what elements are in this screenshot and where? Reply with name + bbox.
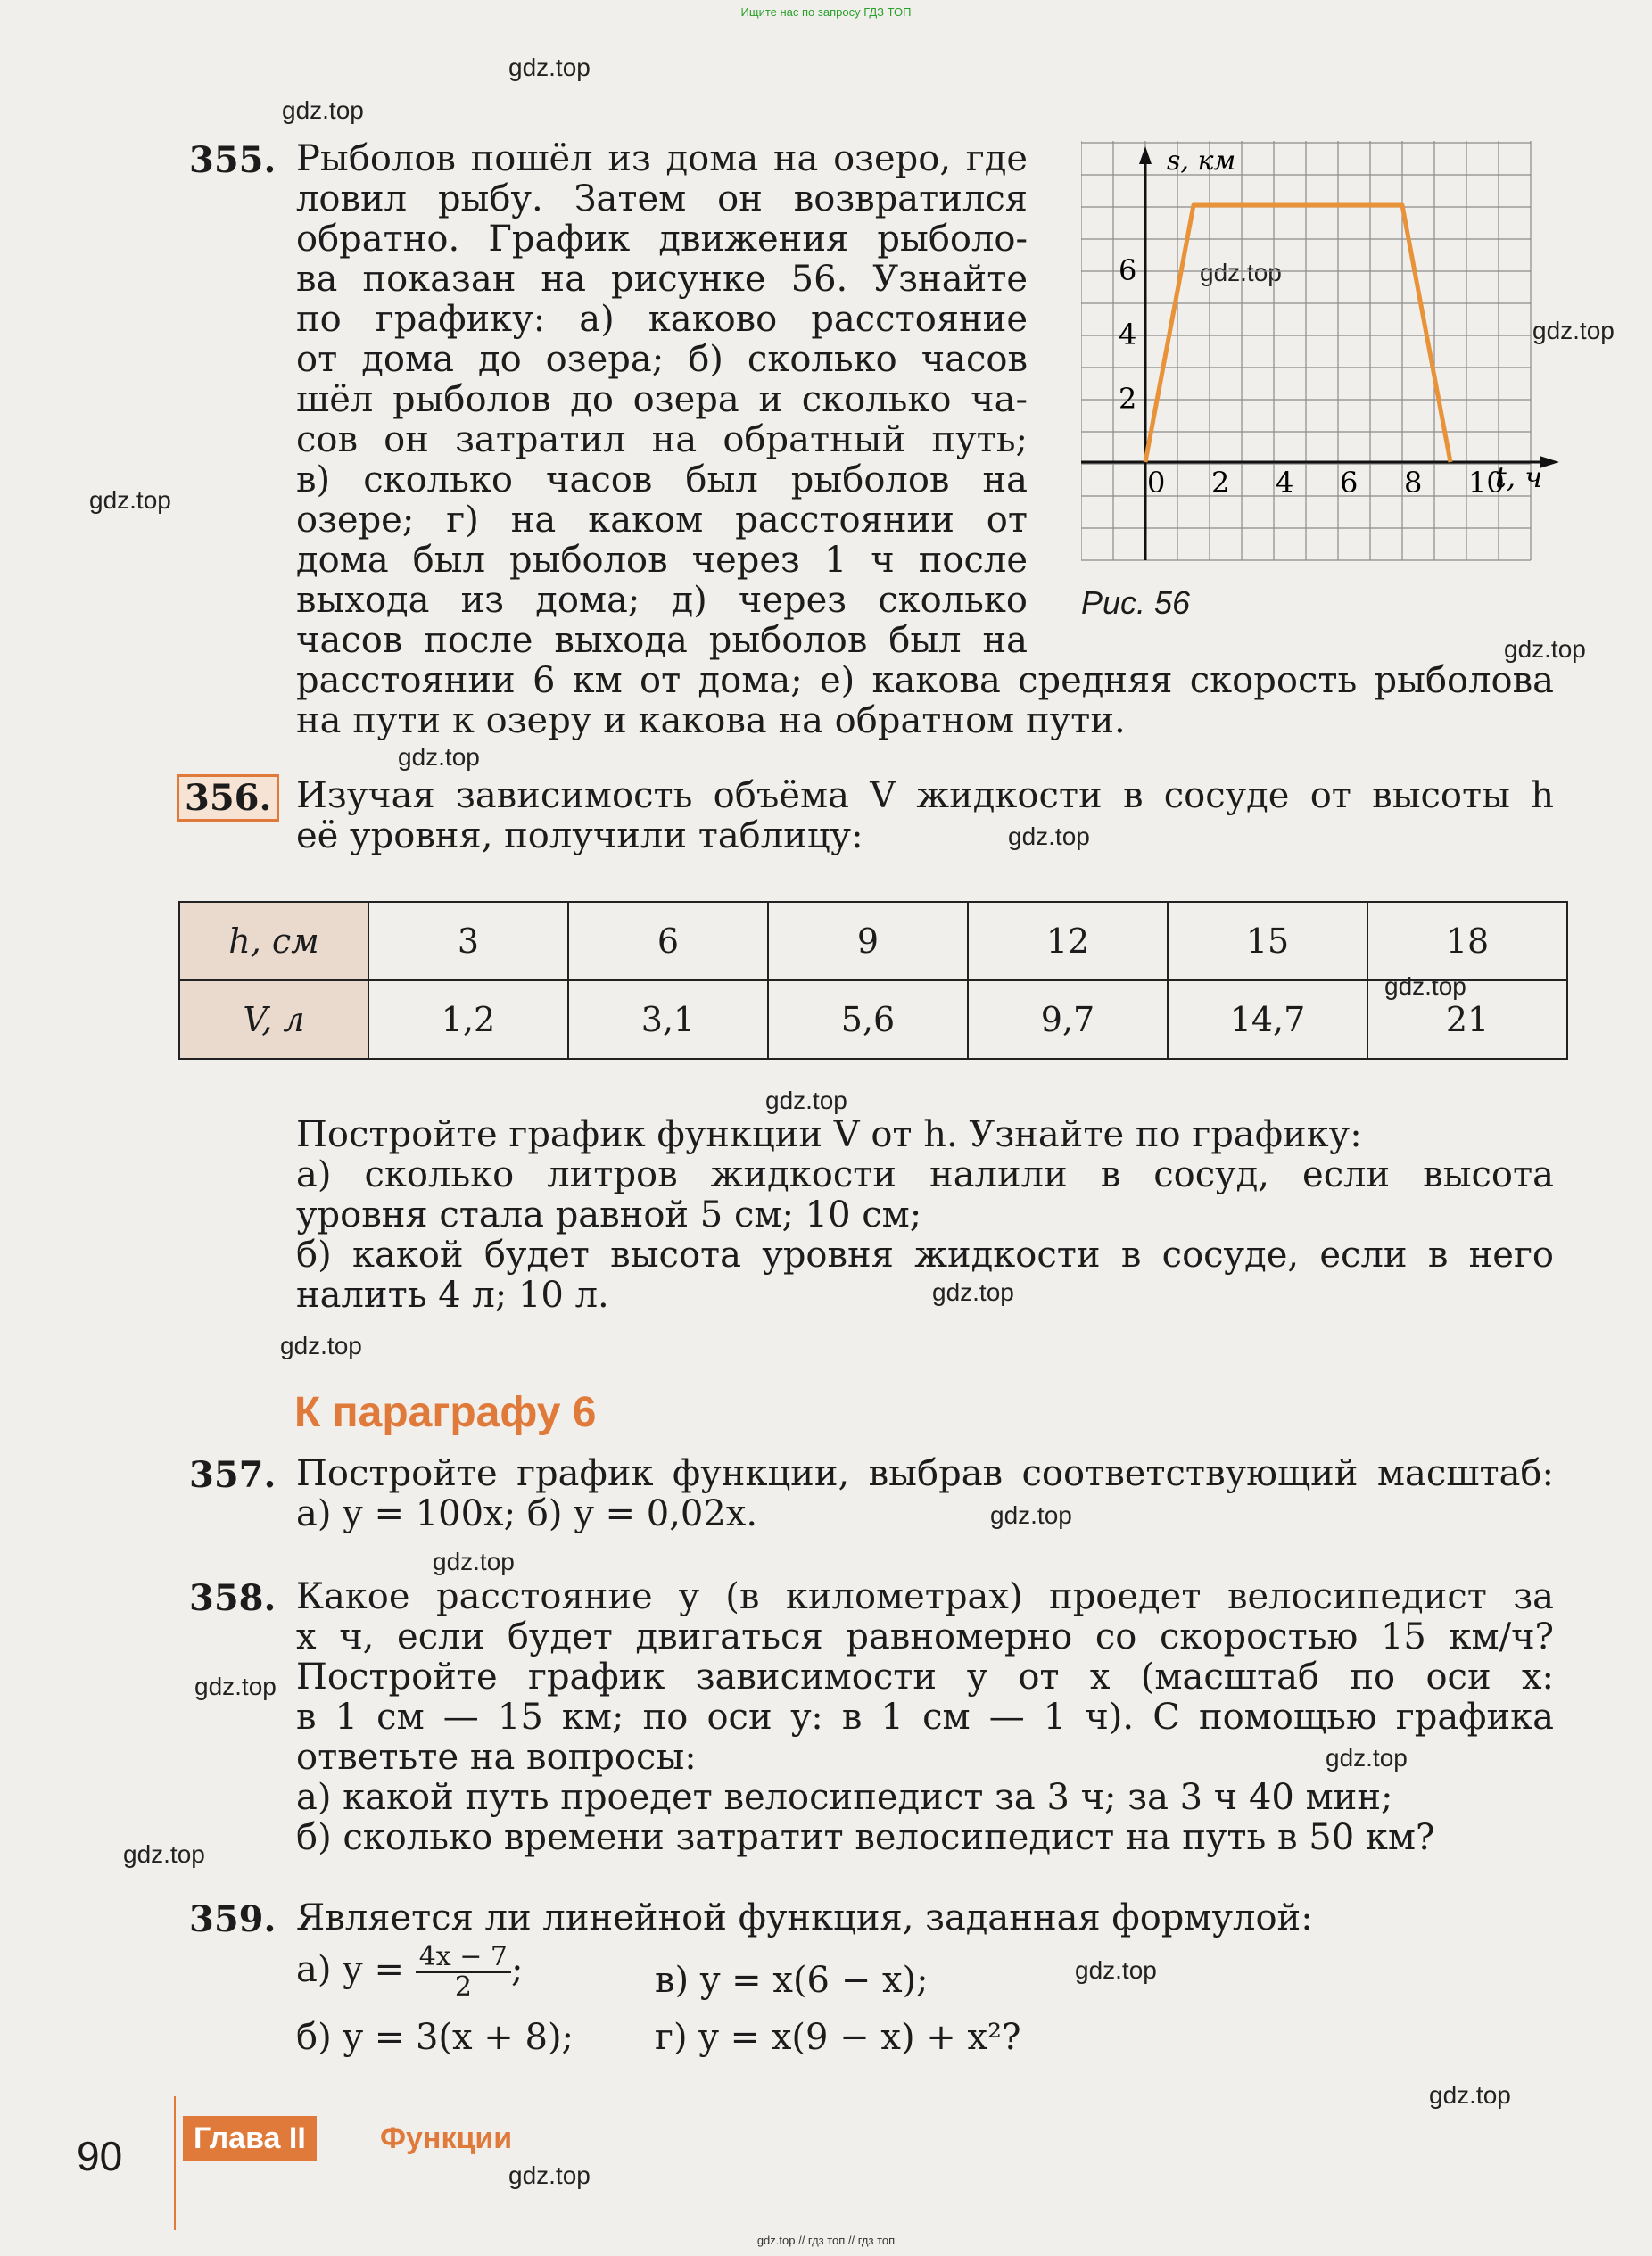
table-cell: 18 — [1367, 902, 1567, 980]
section-title: К параграфу 6 — [294, 1389, 597, 1436]
watermark: gdz.top — [89, 486, 171, 514]
chart-series — [1145, 205, 1450, 462]
text-line: по графику: а) каково расстояние — [296, 299, 1028, 340]
series-line — [1145, 205, 1450, 462]
text-line: ответьте на вопросы: — [296, 1737, 697, 1778]
y-tick-label: 4 — [1119, 318, 1137, 351]
y-axis-label: s, км — [1167, 145, 1236, 177]
text-line: Какое расстояние y (в километрах) проедет велосипедист за — [296, 1576, 1554, 1617]
text-line: в) сколько часов был рыболов на — [296, 459, 1028, 500]
text-line: её уровня, получили таблицу: — [296, 815, 863, 856]
text-line: а) сколько литров жидкости налили в сосуд, если высота — [296, 1154, 1554, 1195]
formula-v: в) y = x(6 − x); — [655, 1960, 929, 2001]
table-cell: 12 — [968, 902, 1168, 980]
table-row — [179, 902, 1567, 980]
figure-caption: Рис. 56 — [1081, 584, 1191, 621]
text-line: x ч, если будет двигаться равномерно со скоростью 15 км/ч? — [296, 1616, 1554, 1657]
text-line: а) y = 100x; б) y = 0,02x. — [296, 1493, 758, 1534]
text-line: ловил рыбу. Затем он возвратился — [296, 178, 1028, 219]
problem-number: 356. — [177, 774, 279, 822]
text-line: выхода из дома; д) через сколько — [296, 580, 1028, 621]
watermark: gdz.top — [1384, 972, 1466, 1000]
text-line: часов после выхода рыболов был на — [296, 620, 1028, 661]
watermark: gdz.top — [282, 96, 364, 124]
watermark: gdz.top — [508, 54, 591, 81]
table-cell: 15 — [1168, 902, 1367, 980]
problem-number: 357. — [189, 1454, 277, 1496]
watermark: gdz.top — [1200, 259, 1282, 286]
table-cell: 1,2 — [368, 980, 568, 1059]
table-row — [179, 980, 1567, 1059]
page-number: 90 — [77, 2133, 123, 2179]
text-line: Постройте график функции, выбрав соответствующий масштаб: — [296, 1453, 1554, 1494]
x-tick-label: 4 — [1276, 466, 1294, 500]
watermark: gdz.top — [1008, 822, 1090, 850]
problem-text — [296, 776, 1554, 856]
table-cell: 3 — [368, 902, 568, 980]
text-line: ва показан на рисунке 56. Узнайте — [296, 259, 1028, 300]
text-line: б) сколько времени затратит велосипедист на путь в 50 км? — [296, 1817, 1435, 1858]
x-tick-label: 0 — [1147, 466, 1166, 500]
problem-text: Является ли линейной функция, заданная формулой: — [296, 1897, 1313, 1938]
formula-g: г) y = x(9 − x) + x²? — [655, 2017, 1021, 2058]
watermark: gdz.top — [194, 1673, 277, 1700]
watermark: gdz.top — [508, 2161, 591, 2189]
problem-text — [296, 661, 1554, 741]
watermark: gdz.top — [433, 1548, 515, 1575]
text-line: дома был рыболов через 1 ч после — [296, 540, 1028, 581]
x-tick-label: 10 — [1468, 466, 1505, 500]
text-line: Рыболов пошёл из дома на озеро, где — [296, 138, 1028, 179]
text-line: налить 4 л; 10 л. — [296, 1275, 609, 1316]
watermark: gdz.top — [123, 1840, 205, 1868]
table-cell: 9,7 — [968, 980, 1168, 1059]
watermark: gdz.top — [1075, 1956, 1157, 1984]
table-cell: 5,6 — [768, 980, 968, 1059]
text-line: уровня стала равной 5 см; 10 см; — [296, 1194, 922, 1235]
x-tick-label: 2 — [1211, 466, 1230, 500]
watermark: gdz.top — [280, 1332, 362, 1359]
formula-b: б) y = 3(x + 8); — [296, 2017, 574, 2058]
text-line: сов он затратил на обратный путь; — [296, 419, 1028, 460]
problem-text — [296, 1454, 1554, 1534]
table-cell: 3,1 — [568, 980, 768, 1059]
bottom-note: gdz.top // гдз топ // гдз топ — [756, 2234, 896, 2247]
y-tick-label: 6 — [1119, 253, 1137, 287]
text-line: б) какой будет высота уровня жидкости в сосуде, если в него — [296, 1235, 1554, 1276]
problem-number: 355. — [189, 139, 277, 181]
table-cell: 14,7 — [1168, 980, 1367, 1059]
text-line: Изучая зависимость объёма V жидкости в сосуде от высоты h — [296, 775, 1554, 816]
text-line: Постройте график функции V от h. Узнайте по графику: — [296, 1114, 1362, 1155]
problem-number: 359. — [189, 1898, 277, 1940]
top-note: Ищите нас по запросу ГДЗ ТОП — [740, 5, 912, 19]
table-cell: 9 — [768, 902, 968, 980]
text-line: шёл рыболов до озера и сколько ча- — [296, 379, 1028, 420]
row-header: V, л — [179, 980, 368, 1059]
text-line: в 1 см — 15 км; по оси y: в 1 см — 1 ч). С помощью графика — [296, 1697, 1554, 1738]
fraction: $\frac{4x - 7}{2}$ — [416, 1943, 511, 2002]
text-line: от дома до озера; б) сколько часов — [296, 339, 1028, 380]
footer-rule — [174, 2096, 176, 2230]
watermark: gdz.top — [1326, 1744, 1408, 1772]
watermark: gdz.top — [932, 1278, 1014, 1306]
text-line: расстоянии 6 км от дома; е) какова средняя скорость рыболова — [296, 660, 1554, 701]
x-axis-arrow — [1540, 456, 1559, 468]
x-tick-label: 8 — [1404, 466, 1423, 500]
watermark: gdz.top — [1532, 317, 1615, 344]
row-header: h, см — [179, 902, 368, 980]
formula-a: а) y = $\frac{4x - 7}{2}$ ; — [296, 1941, 524, 2003]
text-line: обратно. График движения рыболо- — [296, 219, 1028, 260]
watermark: gdz.top — [1504, 635, 1586, 663]
watermark: gdz.top — [765, 1087, 847, 1114]
watermark: gdz.top — [398, 743, 480, 771]
y-tick-label: 2 — [1119, 382, 1137, 416]
y-axis-arrow — [1139, 146, 1152, 164]
table-cell: 21 — [1367, 980, 1567, 1059]
motion-graph — [1081, 141, 1563, 623]
text-line: Постройте график зависимости y от x (масштаб по оси x: — [296, 1657, 1554, 1698]
x-tick-label: 6 — [1340, 466, 1359, 500]
volume-table — [178, 901, 1568, 1060]
text-line: озере; г) на каком расстоянии от — [296, 500, 1028, 541]
problem-number: 358. — [189, 1577, 277, 1619]
chapter-title: Функции — [380, 2121, 513, 2155]
watermark: gdz.top — [1429, 2081, 1511, 2109]
chapter-badge: Глава II — [183, 2116, 317, 2161]
problem-text — [296, 1115, 1554, 1316]
text-line: а) какой путь проедет велосипедист за 3 ч; за 3 ч 40 мин; — [296, 1777, 1393, 1818]
problem-text — [296, 1577, 1554, 1858]
watermark: gdz.top — [990, 1501, 1072, 1529]
table-cell: 6 — [568, 902, 768, 980]
text-line: на пути к озеру и какова на обратном пути. — [296, 700, 1126, 741]
problem-text — [296, 139, 1028, 661]
x-axis-label: t, ч — [1495, 460, 1543, 494]
